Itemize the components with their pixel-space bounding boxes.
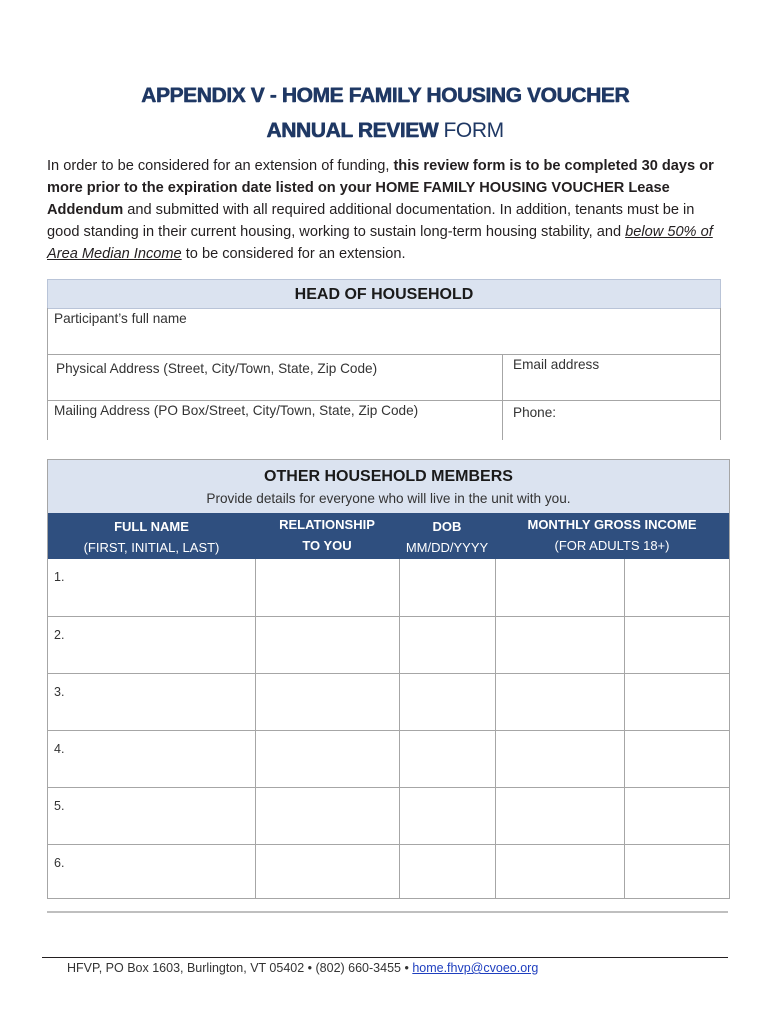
- row-number: 2.: [54, 628, 65, 642]
- intro-paragraph: [47, 155, 727, 265]
- other-household-members-section: [47, 459, 730, 899]
- participant-full-name-label: Participant’s full name: [54, 311, 187, 326]
- row-number: 3.: [54, 685, 65, 699]
- column-header-label: RELATIONSHIP: [279, 517, 375, 532]
- column-header-sublabel: (FOR ADULTS 18+): [554, 538, 670, 553]
- footer-rule: [42, 957, 728, 958]
- table-row[interactable]: [48, 559, 729, 616]
- intro-text-1: In order to be considered for an extension of funding,: [47, 158, 394, 174]
- other-members-heading: OTHER HOUSEHOLD MEMBERS: [264, 468, 513, 485]
- form-title-line2: [0, 119, 770, 143]
- table-row[interactable]: [48, 731, 729, 787]
- section-border-right: [720, 308, 721, 440]
- table-row[interactable]: [48, 617, 729, 673]
- footer: [67, 961, 538, 975]
- row-number: 1.: [54, 570, 65, 584]
- row-number: 5.: [54, 799, 65, 813]
- intro-income-requirement: below 50% of Area Median Income: [47, 224, 713, 262]
- phone-label: Phone:: [513, 405, 557, 420]
- row-number: 4.: [54, 742, 65, 756]
- column-header-label: FULL NAME: [114, 519, 189, 534]
- footer-contact-text: HFVP, PO Box 1603, Burlington, VT 05402 • (802) 660-3455 •: [67, 961, 413, 975]
- section-bottom-rule: [47, 911, 728, 913]
- physical-address-label: Physical Address (Street, City/Town, State, Zip Code): [56, 361, 378, 376]
- column-header-sublabel: MM/DD/YYYY: [405, 540, 489, 555]
- column-header-label: MONTHLY GROSS INCOME: [527, 517, 697, 532]
- table-row[interactable]: [48, 674, 729, 730]
- other-members-subheading: Provide details for everyone who will live in the unit with you.: [206, 491, 571, 506]
- intro-text-3: to be considered for an extension.: [181, 246, 406, 262]
- footer-email-link[interactable]: home.fhvp@cvoeo.org: [412, 961, 539, 975]
- form-title-line1: APPENDIX V - HOME FAMILY HOUSING VOUCHER: [140, 84, 630, 107]
- intro-bold-text: this review form is to be completed 30 days or more prior to the expiration date listed on your HOME FAMILY HOUSING VOUCHER Lease Addendum: [47, 158, 714, 218]
- column-header-full-name: [48, 513, 255, 559]
- row-number: 6.: [54, 856, 65, 870]
- email-address-label: Email address: [513, 357, 600, 372]
- column-header-relationship: [255, 513, 399, 559]
- intro-text-2: and submitted with all required additional documentation. In addition, tenants must be in good standing in their current housing, working to sustain long-term housing stability, and: [47, 202, 695, 240]
- table-row[interactable]: [48, 845, 729, 899]
- table-row[interactable]: [48, 788, 729, 844]
- head-of-household-section: [47, 279, 721, 440]
- head-of-household-heading: HEAD OF HOUSEHOLD: [47, 279, 721, 309]
- members-table-header: [48, 513, 729, 559]
- form-title-bold: ANNUAL REVIEW: [266, 119, 439, 142]
- row-divider: [47, 354, 721, 355]
- section-border-left: [47, 308, 48, 440]
- column-header-sublabel: TO YOU: [302, 538, 352, 553]
- mailing-address-label: Mailing Address (PO Box/Street, City/Town, State, Zip Code): [54, 403, 419, 418]
- column-header-dob: [399, 513, 495, 559]
- column-header-sublabel: (FIRST, INITIAL, LAST): [83, 540, 220, 555]
- column-header-label: DOB: [432, 519, 462, 534]
- column-header-monthly-income: [495, 513, 729, 559]
- column-divider: [502, 354, 503, 440]
- form-title-plain: FORM: [443, 119, 504, 142]
- other-members-bar: [48, 460, 729, 513]
- row-divider: [47, 400, 721, 401]
